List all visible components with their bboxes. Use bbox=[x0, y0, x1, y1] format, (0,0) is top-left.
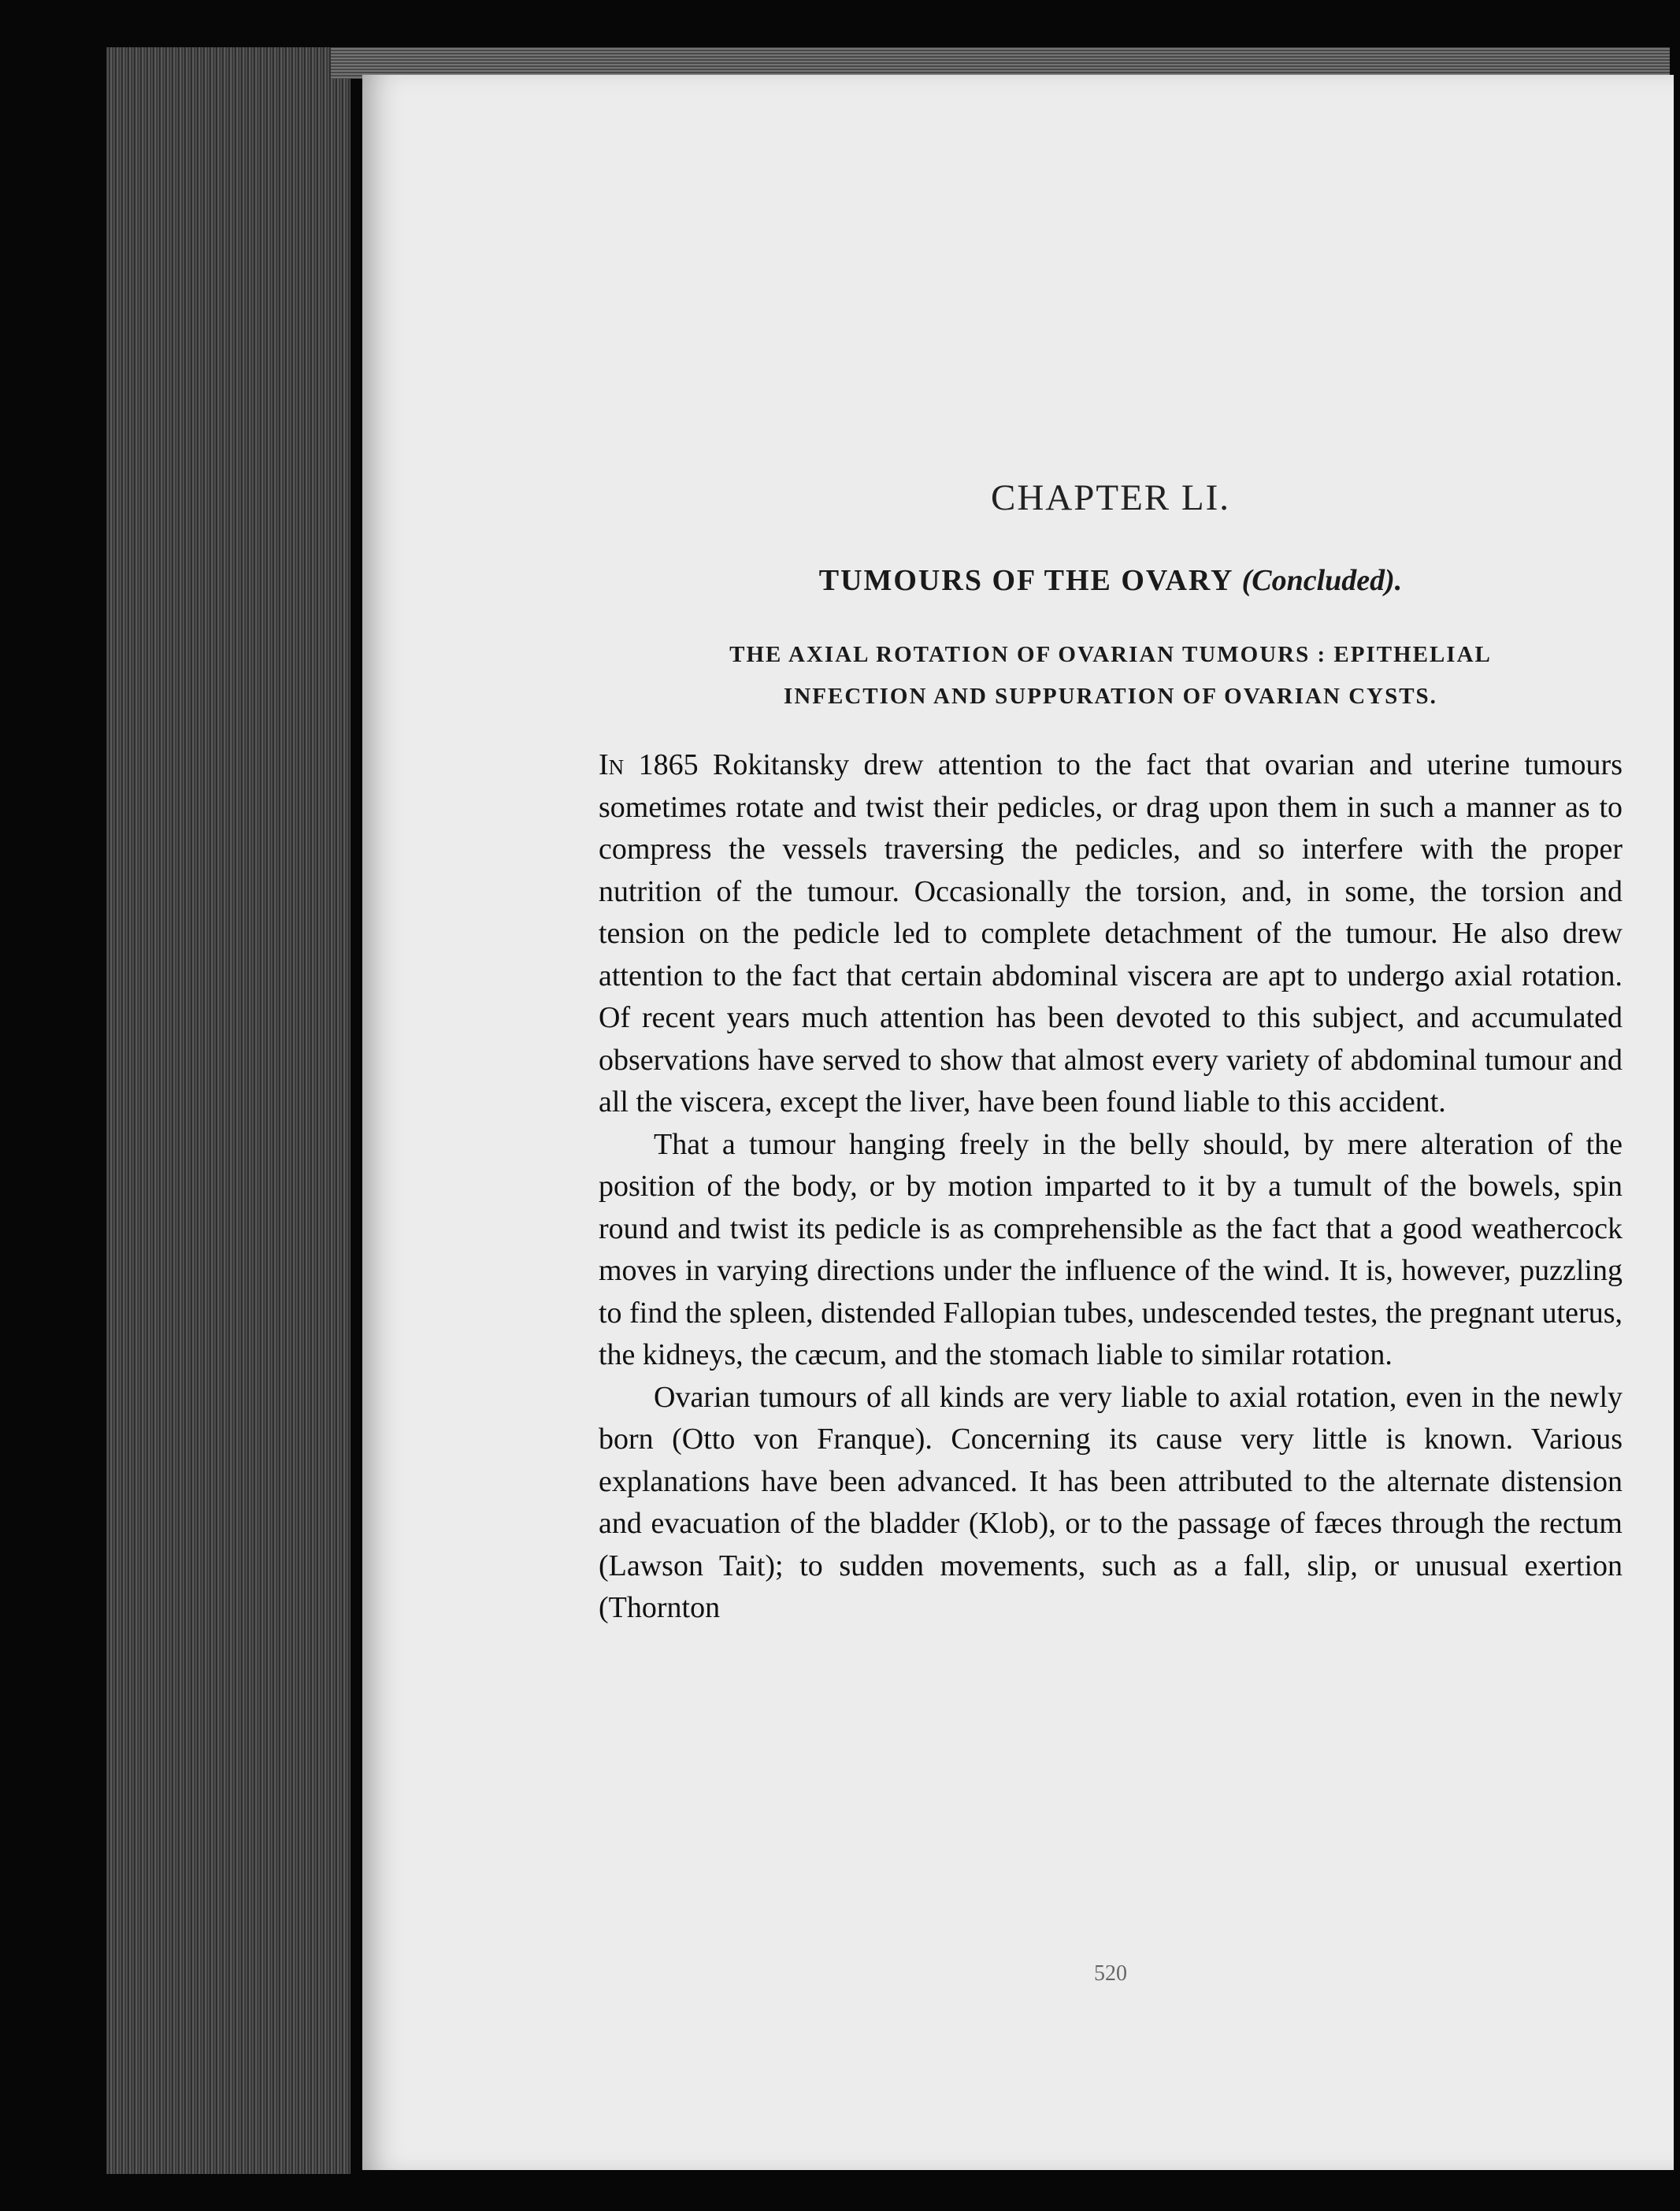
chapter-title-qualifier: (Concluded). bbox=[1241, 564, 1403, 597]
book-page-edges bbox=[106, 47, 350, 2174]
paragraph-1-text: 1865 Rokitansky drew attention to the fact that ovarian and uterine tumours sometimes rotate and twist their pedicles, or drag upon them in such a manner as to compress the vessels traversing the pedicles, and so interfere with the proper nutrition of the tumour. Occasionally the torsion, and, in some, the torsion and tension on the pedicle led to complete detachment of the tumour. He also drew attention to the fact that certain abdominal viscera are apt to undergo axial rotation. Of recent years much attention has been devoted to this subject, and accumulated observations have served to show that almost every variety of abdominal tumour and all the viscera, except the liver, have been found liable to this accident. bbox=[599, 748, 1623, 1118]
section-heading bbox=[599, 634, 1623, 718]
book-top-edge bbox=[331, 47, 1670, 79]
section-heading-line-2: INFECTION AND SUPPURATION OF OVARIAN CYSTS. bbox=[784, 684, 1437, 709]
page-number: 520 bbox=[1094, 1961, 1127, 1986]
paragraph-1 bbox=[599, 744, 1623, 1124]
section-heading-line-1: THE AXIAL ROTATION OF OVARIAN TUMOURS : EPITHELIAL bbox=[729, 642, 1492, 667]
body-text bbox=[599, 744, 1623, 1630]
paragraph-3: Ovarian tumours of all kinds are very liable to axial rotation, even in the newly born (Otto von Franque). Concerning its cause very little is known. Various explanations have been advanced. It has been attributed to the alternate distension and evacuation of the bladder (Klob), or to the passage of fæces through the rectum (Lawson Tait); to sudden movements, such as a fall, slip, or unusual exertion (Thornton bbox=[599, 1380, 1623, 1624]
book-page bbox=[362, 75, 1674, 2170]
chapter-title-main: TUMOURS OF THE OVARY bbox=[818, 564, 1233, 597]
chapter-title bbox=[599, 563, 1623, 598]
paragraph-lead-word: In bbox=[599, 748, 625, 781]
paragraph-2: That a tumour hanging freely in the belly should, by mere alteration of the position of the body, or by motion imparted to it by a tumult of the bowels, spin round and twist its pedicle is as comprehensible as the fact that a good weathercock moves in varying directions under the influence of the wind. It is, however, puzzling to find the spleen, distended Fallopian tubes, undescended testes, the pregnant uterus, the kidneys, the cæcum, and the stomach liable to similar rotation. bbox=[599, 1127, 1623, 1371]
chapter-heading: CHAPTER LI. bbox=[991, 477, 1230, 518]
